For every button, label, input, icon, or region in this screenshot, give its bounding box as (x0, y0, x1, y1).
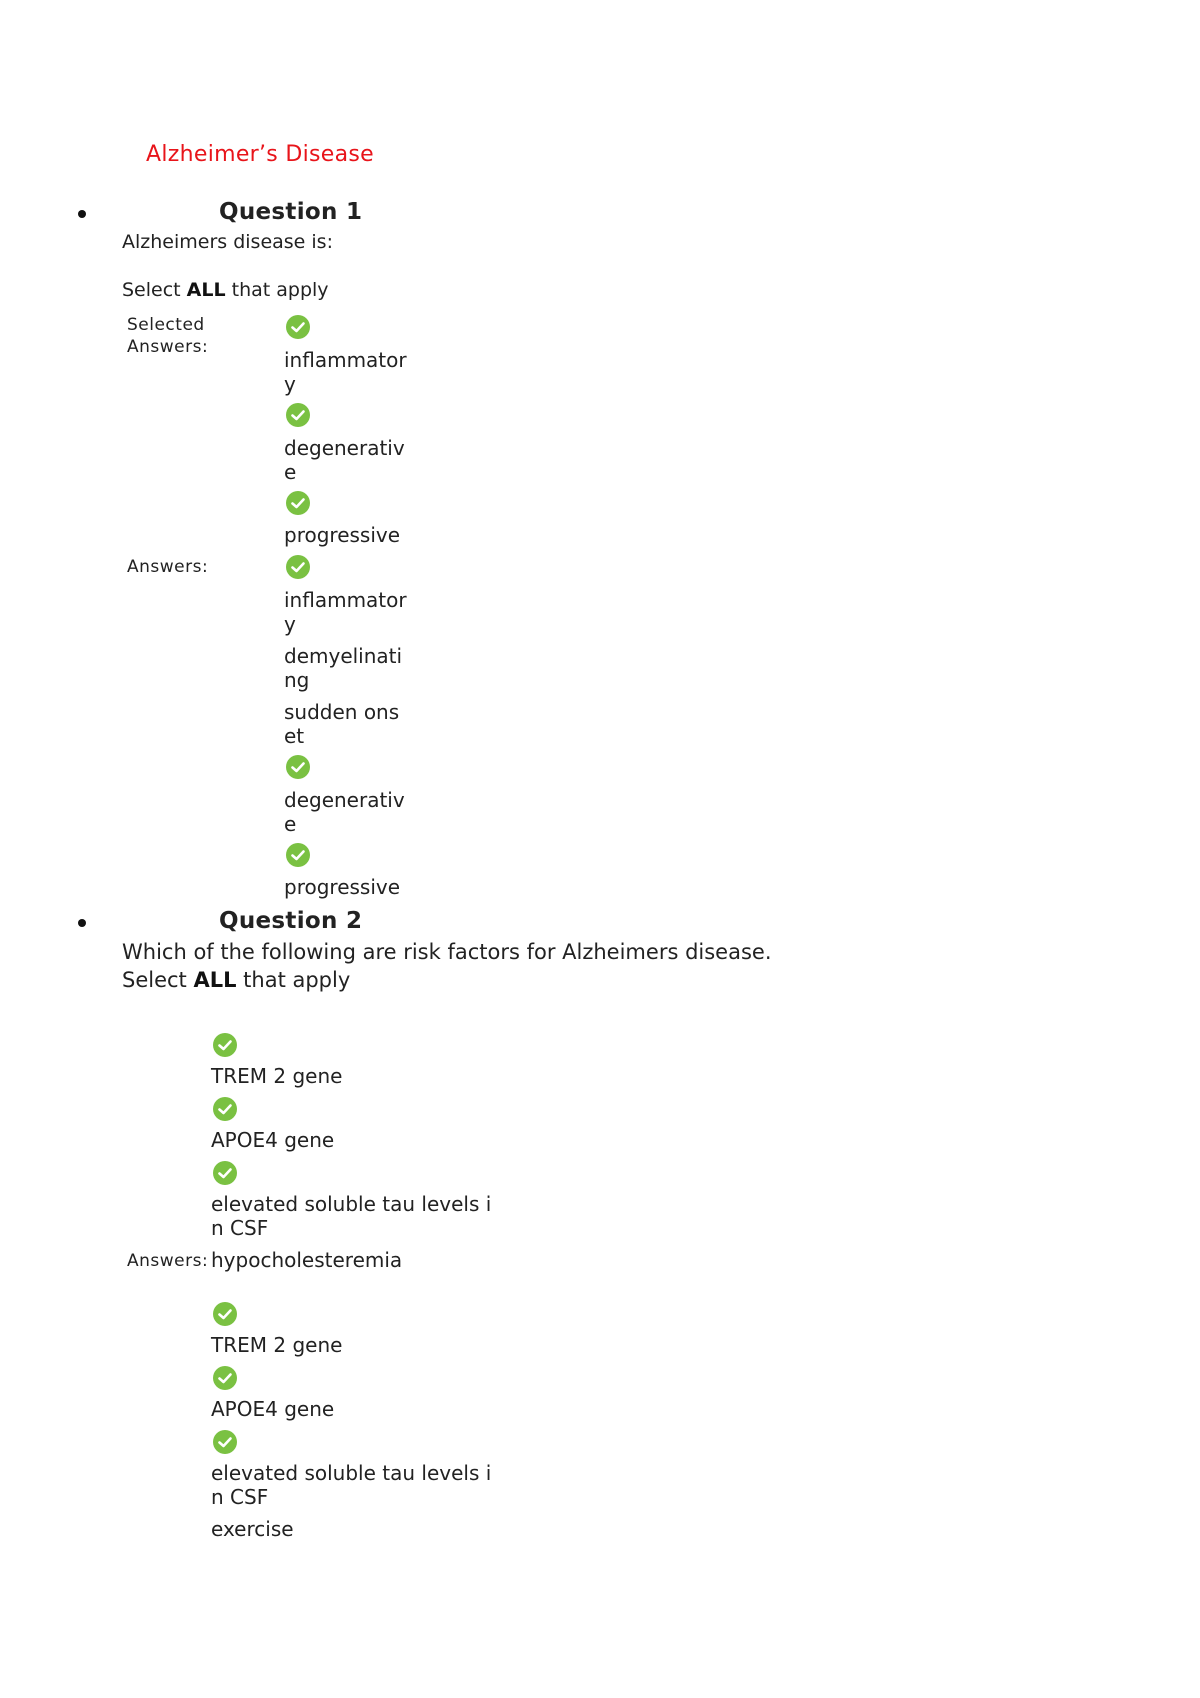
check-icon (286, 403, 310, 427)
check-icon (286, 315, 310, 339)
question-prompt: Alzheimers disease is: (122, 231, 333, 253)
selected-answer: APOE4 gene (211, 1128, 335, 1152)
question-prompt: Which of the following are risk factors for Alzheimers disease. (122, 940, 772, 964)
answer-option: TREM 2 gene (211, 1333, 343, 1357)
question-heading: Question 1 (219, 199, 363, 225)
selected-answer: inflammatory (284, 348, 407, 396)
answer-option: demyelinating (284, 644, 403, 692)
answer-option: exercise (211, 1517, 294, 1541)
answers-label: Answers: (127, 1251, 209, 1271)
answer-option: progressive (284, 875, 401, 899)
check-icon (213, 1430, 237, 1454)
selected-answer: progressive (284, 523, 401, 547)
selected-answers-label: Selected Answers: (127, 315, 209, 357)
list-bullet (78, 919, 86, 927)
selected-answer: elevated soluble tau levels in CSF (211, 1192, 492, 1240)
check-icon (213, 1097, 237, 1121)
answer-option: sudden onset (284, 700, 400, 748)
check-icon (213, 1161, 237, 1185)
check-icon (286, 755, 310, 779)
check-icon (286, 843, 310, 867)
answer-option: elevated soluble tau levels in CSF (211, 1461, 492, 1509)
answer-option: inflammatory (284, 588, 407, 636)
answer-option: APOE4 gene (211, 1397, 335, 1421)
selected-answer: degenerative (284, 436, 405, 484)
answer-option: hypocholesteremia (211, 1248, 403, 1272)
question-heading: Question 2 (219, 908, 363, 934)
question-instruction: Select ALL that apply (122, 279, 329, 301)
check-icon (286, 491, 310, 515)
check-icon (213, 1302, 237, 1326)
check-icon (213, 1366, 237, 1390)
check-icon (213, 1033, 237, 1057)
list-bullet (78, 210, 86, 218)
question-instruction: Select ALL that apply (122, 968, 351, 992)
answer-option: degenerative (284, 788, 405, 836)
selected-answer: TREM 2 gene (211, 1064, 343, 1088)
check-icon (286, 555, 310, 579)
page-title: Alzheimer’s Disease (146, 142, 374, 167)
answers-label: Answers: (127, 557, 209, 577)
